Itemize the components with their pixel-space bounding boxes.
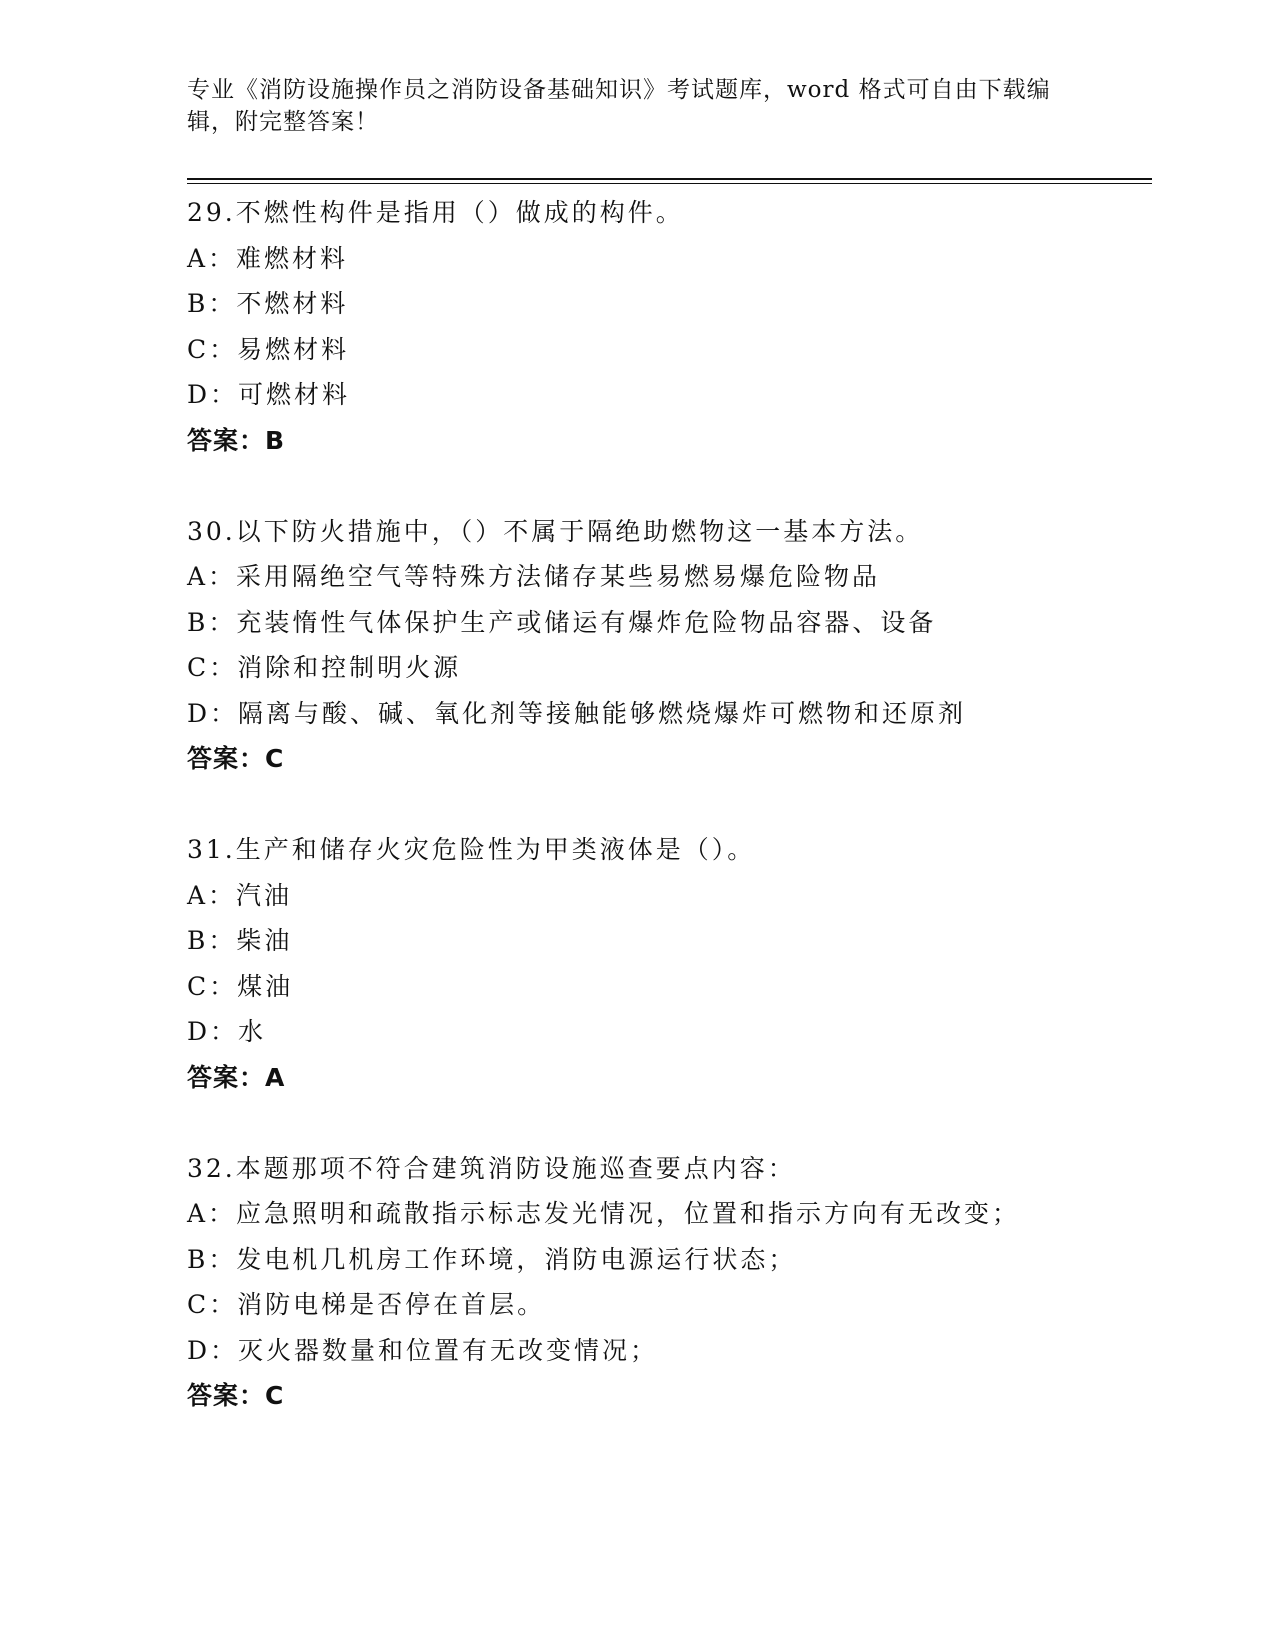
answer: 答案：C: [187, 744, 285, 773]
header-divider-thin: [187, 183, 1152, 184]
question-stem: 29.不燃性构件是指用（）做成的构件。: [187, 198, 684, 227]
option-d: D：隔离与酸、碱、氧化剂等接触能够燃烧爆炸可燃物和还原剂: [187, 698, 967, 728]
option-b: B：充装惰性气体保护生产或储运有爆炸危险物品容器、设备: [187, 607, 937, 637]
header-line-1: 专业《消防设施操作员之消防设备基础知识》考试题库，word 格式可自由下载编: [187, 77, 1051, 103]
option-d: D：可燃材料: [187, 380, 351, 409]
question-31: [187, 827, 1152, 1146]
question-stem: 30.以下防火措施中，（）不属于隔绝助燃物这一基本方法。: [187, 516, 924, 546]
option-c: C：消防电梯是否停在首层。: [187, 1290, 546, 1319]
spacer: [187, 782, 1152, 828]
option-a: A：应急照明和疏散指示标志发光情况，位置和指示方向有无改变；: [187, 1199, 1021, 1228]
header-divider-thick: [187, 178, 1152, 180]
question-29: [187, 190, 1152, 509]
answer: 答案：B: [187, 425, 286, 455]
option-b: B：柴油: [187, 926, 293, 955]
option-b: B：不燃材料: [187, 289, 349, 318]
option-d: D：灭火器数量和位置有无改变情况；: [187, 1335, 659, 1365]
option-d: D：水: [187, 1017, 267, 1046]
answer: 答案：A: [187, 1062, 286, 1092]
option-b: B：发电机几机房工作环境，消防电源运行状态；: [187, 1244, 797, 1274]
question-stem: 31.生产和储存火灾危险性为甲类液体是（）。: [187, 835, 756, 864]
answer: 答案：C: [187, 1381, 285, 1410]
document-header: [187, 74, 1067, 138]
spacer: [187, 463, 1152, 509]
option-c: C：煤油: [187, 971, 294, 1001]
question-stem: 32.本题那项不符合建筑消防设施巡查要点内容：: [187, 1153, 796, 1183]
option-a: A：难燃材料: [187, 243, 349, 273]
question-30: [187, 509, 1152, 828]
question-32: [187, 1146, 1152, 1419]
option-c: C：易燃材料: [187, 334, 350, 364]
option-a: A：汽油: [187, 880, 293, 910]
option-c: C：消除和控制明火源: [187, 653, 462, 682]
header-line-2: 辑，附完整答案！: [187, 109, 379, 135]
option-a: A：采用隔绝空气等特殊方法储存某些易燃易爆危险物品: [187, 562, 881, 591]
question-list: [187, 190, 1152, 1419]
spacer: [187, 1100, 1152, 1146]
